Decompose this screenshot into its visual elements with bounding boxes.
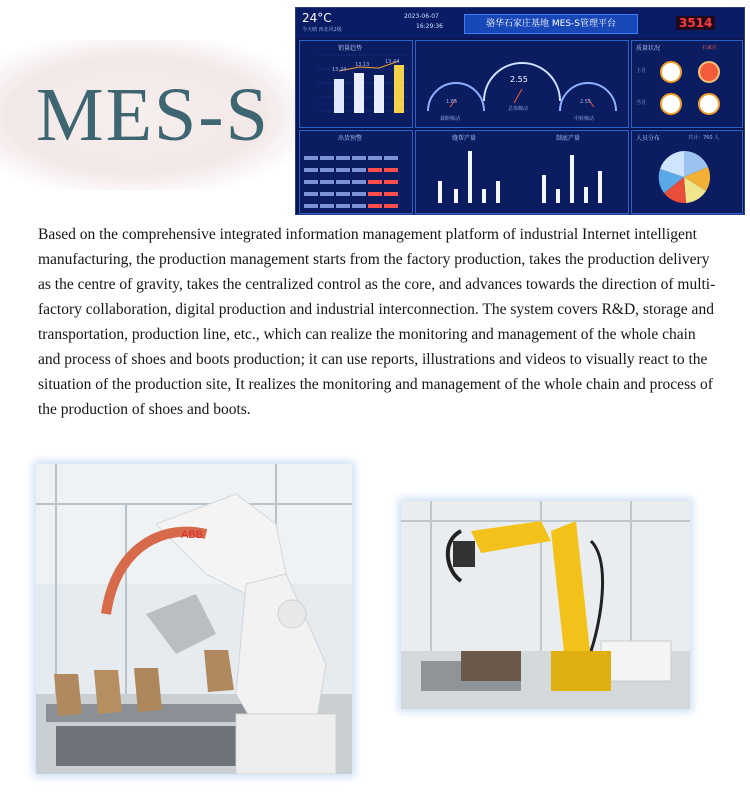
quality-label-last-month: 上月 [636, 68, 647, 74]
sales-trend-chart [300, 41, 412, 127]
gauge-left-label: 裁断稼动 [440, 116, 461, 122]
output-charts [416, 131, 628, 213]
staff-count: 共计：760 人 [688, 135, 720, 141]
sales-bar [354, 73, 364, 113]
output-bar [468, 151, 472, 203]
sales-bar [394, 65, 404, 113]
dashboard-title: 骆华石家庄基地 MES-S管理平台 [464, 14, 638, 34]
output-bar [556, 189, 560, 203]
bar-label: 13.24 [332, 67, 347, 73]
table-row [304, 159, 414, 167]
sales-trend-panel [299, 40, 413, 128]
orders-title: 出货预警 [338, 135, 363, 142]
staff-pie [632, 131, 742, 213]
sales-bar [334, 79, 344, 113]
output-bar [542, 175, 546, 203]
dashboard-date: 2023-06-07 [404, 13, 439, 20]
orders-panel [299, 130, 413, 214]
output-bar [598, 171, 602, 203]
abb-robot-photo [36, 464, 352, 774]
output-b-title: 制底产量 [556, 135, 581, 142]
gauge-right [560, 83, 616, 111]
brand-title: MES-S [36, 73, 270, 157]
quality-tag: 石家庄 [702, 45, 718, 51]
sales-trend-title: 销量趋势 [338, 45, 363, 52]
dashboard-time: 16:29:36 [416, 23, 443, 30]
mes-dashboard-image [295, 7, 745, 215]
gauge-left-value: 1.85 [446, 99, 458, 105]
gauge-right-label: 中转稼动 [574, 116, 595, 122]
output-bar [496, 181, 500, 203]
quality-indicator [660, 61, 682, 83]
quality-panel [631, 40, 743, 128]
gauge-left [428, 83, 484, 111]
output-bar [584, 187, 588, 203]
weather-temp: 24°C [302, 11, 332, 25]
table-row [304, 171, 414, 179]
staff-title: 人员分布 [636, 135, 661, 142]
weather-sub: 今天晴 西北风2级 [302, 27, 342, 33]
table-row [304, 195, 414, 203]
output-bar [454, 189, 458, 203]
quality-label-this-month: 当月 [636, 100, 647, 106]
output-panel [415, 130, 629, 214]
gauges-panel [415, 40, 629, 128]
output-bar [438, 181, 442, 203]
quality-indicator [660, 93, 682, 115]
sales-bar [374, 75, 384, 113]
table-row [304, 147, 414, 155]
dashboard-counter: 3514 [676, 16, 715, 30]
output-bar [482, 189, 486, 203]
gauge-right-value: 2.55 [580, 99, 592, 105]
quality-indicator [698, 61, 720, 83]
yellow-robot-photo [401, 501, 690, 709]
bar-label: 13.44 [385, 59, 400, 65]
table-row [304, 183, 414, 191]
output-bar [570, 155, 574, 203]
description-paragraph: Based on the comprehensive integrated information management platform of industrial Internet intelligent manufacturing, the production management starts from the factory production, takes the production delivery as the centre of gravity, takes the centralized control as the core, and advances towards the direction of multi-factory collaboration, digital production and industrial interconnection. The system covers R&D, storage and transportation, production line, etc., which can realize the monitoring and management of the whole chain and process of shoes and boots production; it can use reports, illustrations and videos to visually react to the situation of the production site, It realizes the monitoring and management of the whole chain and process of the production of shoes and boots. [38, 226, 716, 418]
output-a-title: 缝帮产量 [452, 135, 477, 142]
staff-panel [631, 130, 743, 214]
quality-indicator [698, 93, 720, 115]
gauge-main-label: 总体稼动 [508, 106, 529, 112]
quality-title: 质量状况 [636, 45, 661, 52]
bar-label: 13.13 [355, 62, 370, 68]
gauge-main-value: 2.55 [510, 75, 528, 84]
robot-brand-logo: ABB [181, 529, 204, 541]
